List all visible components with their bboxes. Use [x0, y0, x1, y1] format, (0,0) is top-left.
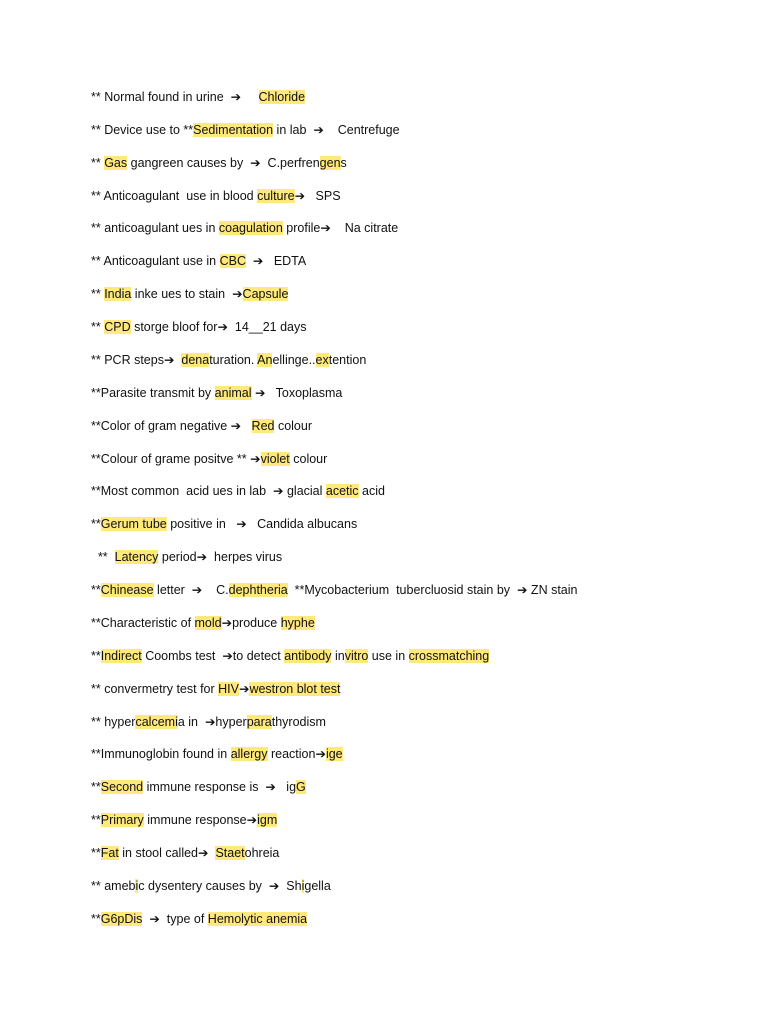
note-text: **Colour of grame positve ** ➔	[91, 451, 261, 466]
note-text: ** anticoagulant ues in	[91, 221, 219, 236]
note-text: ** PCR steps➔	[91, 352, 182, 367]
highlighted-text: acetic	[325, 484, 359, 499]
highlighted-text: i	[301, 878, 305, 893]
note-line	[91, 549, 282, 565]
highlighted-text: An	[257, 352, 273, 367]
note-text: **	[91, 550, 115, 565]
note-text: **	[91, 517, 101, 532]
highlighted-text: i	[135, 878, 139, 893]
note-text: ** Device use to **	[91, 122, 194, 137]
note-text: use in	[368, 648, 409, 663]
note-line	[91, 911, 307, 927]
highlighted-text: Second	[100, 780, 144, 795]
highlighted-text: HIV	[218, 681, 239, 696]
note-text: ➔ EDTA	[245, 254, 307, 269]
highlighted-text: para	[246, 714, 272, 729]
note-text: profile➔ Na citrate	[282, 221, 399, 236]
note-text: **	[91, 320, 105, 335]
highlighted-text: vitro	[344, 648, 369, 663]
highlighted-text: Red	[251, 418, 275, 433]
note-text: ** convermetry test for	[91, 681, 219, 696]
highlighted-text: Staet	[215, 846, 245, 860]
highlighted-text: Sedimentation	[193, 122, 274, 137]
highlighted-text: Capsule	[242, 287, 289, 302]
highlighted-text: CPD	[104, 320, 131, 335]
note-line	[91, 812, 277, 828]
note-line	[91, 746, 343, 762]
highlighted-text: allergy	[230, 747, 268, 762]
highlighted-text: Chloride	[258, 90, 306, 104]
highlighted-text: ige	[325, 747, 343, 762]
note-text: acid	[358, 484, 385, 499]
note-text: colour	[289, 451, 328, 466]
note-line	[91, 122, 400, 138]
note-text: **Characteristic of	[91, 615, 195, 630]
highlighted-text: coagulation	[218, 221, 283, 236]
highlighted-text: Fat	[100, 846, 119, 860]
note-text: s	[340, 155, 347, 170]
highlighted-text: Chinease	[100, 583, 154, 598]
note-text: in stool called➔	[118, 846, 216, 860]
note-text: tention	[328, 352, 367, 367]
note-text: ➔ SPS	[294, 188, 341, 203]
note-line	[91, 89, 305, 105]
highlighted-text: Gas	[104, 155, 128, 170]
note-text: gangreen causes by ➔ C.perfren	[127, 155, 320, 170]
note-text: in	[331, 648, 345, 663]
note-line	[91, 845, 279, 861]
note-text: ** Anticoagulant use in blood	[91, 188, 258, 203]
note-text: **	[91, 813, 101, 828]
note-text: letter ➔ C.	[153, 583, 229, 598]
note-text: inke ues to stain ➔	[131, 287, 243, 302]
note-line	[91, 582, 577, 598]
note-text: Coombs test ➔to detect	[141, 648, 285, 663]
note-text: **Immunoglobin found in	[91, 747, 231, 762]
highlighted-text: Indirect	[100, 648, 142, 663]
note-line	[91, 352, 366, 368]
note-text: ** hyper	[91, 714, 136, 729]
highlighted-text: Primary	[100, 813, 144, 828]
note-text: a in ➔hyper	[177, 714, 247, 729]
note-line	[91, 516, 357, 532]
highlighted-text: mold	[194, 615, 222, 630]
highlighted-text: India	[104, 287, 132, 302]
highlighted-text: Latency	[114, 550, 159, 565]
note-text: positive in ➔ Candida albucans	[166, 517, 358, 532]
highlighted-text: igm	[257, 813, 278, 828]
note-line	[91, 483, 385, 499]
highlighted-text: CBC	[219, 254, 246, 269]
note-text: **	[91, 648, 101, 663]
note-text: ➔ Toxoplasma	[251, 385, 343, 400]
note-line	[91, 155, 347, 171]
note-text: **Most common acid ues in lab ➔ glacial	[91, 484, 326, 499]
highlighted-text: animal	[214, 385, 252, 400]
note-line	[91, 681, 340, 697]
note-text: gella	[304, 878, 331, 893]
note-text: **	[91, 287, 105, 302]
note-text: colour	[274, 418, 313, 433]
note-text: **	[91, 911, 101, 926]
note-text: **Color of gram negative ➔	[91, 418, 252, 433]
highlighted-text: crossmatching	[408, 648, 490, 663]
note-text: storge bloof for➔ 14__21 days	[130, 320, 307, 335]
note-text: **Mycobacterium tubercluosid stain by ➔ ZN stain	[287, 583, 578, 598]
highlighted-text: G	[296, 780, 306, 795]
note-text: immune response➔	[143, 813, 258, 828]
highlighted-text: dephtheria	[228, 583, 288, 598]
note-line	[91, 188, 341, 204]
note-line	[91, 319, 306, 335]
note-line	[91, 878, 331, 894]
note-text: **	[91, 583, 101, 598]
note-line	[91, 286, 288, 302]
note-text: **Parasite transmit by	[91, 385, 215, 400]
note-text: **	[91, 155, 105, 170]
note-text: ellinge..	[272, 352, 316, 367]
highlighted-text: Hemolytic anemia	[207, 911, 308, 926]
note-line	[91, 451, 327, 467]
highlighted-text: hyphe	[280, 615, 315, 630]
note-text: ** Anticoagulant use in	[91, 254, 220, 269]
note-text: reaction➔	[267, 747, 326, 762]
note-text: ➔produce	[221, 615, 281, 630]
note-line	[91, 615, 315, 631]
note-line	[91, 648, 489, 664]
highlighted-text: G6pDis	[100, 911, 143, 926]
note-text: immune response is ➔ ig	[143, 780, 297, 795]
highlighted-text: calcemi	[135, 714, 178, 729]
highlighted-text: dena	[181, 352, 210, 367]
note-text: **	[91, 780, 101, 795]
note-text: ** ameb	[91, 878, 136, 893]
note-line	[91, 220, 398, 236]
note-line	[91, 253, 306, 269]
note-text: ➔ type of	[142, 911, 208, 926]
note-text: ohreia	[244, 846, 280, 860]
note-text: thyrodism	[271, 714, 326, 729]
note-text: period➔ herpes virus	[158, 550, 283, 565]
highlighted-text: gen	[319, 155, 341, 170]
highlighted-text: westron blot test	[249, 681, 341, 696]
note-text: c dysentery causes by ➔ Sh	[138, 878, 302, 893]
highlighted-text: culture	[257, 188, 295, 203]
highlighted-text: ex	[315, 352, 329, 367]
note-line	[91, 385, 342, 401]
note-line	[91, 779, 306, 795]
note-line	[91, 714, 326, 730]
highlighted-text: Gerum tube	[100, 517, 167, 532]
note-text: turation.	[209, 352, 258, 367]
note-text: ** Normal found in urine ➔	[91, 90, 259, 104]
note-text: in lab ➔ Centrefuge	[273, 122, 400, 137]
note-text: **	[91, 846, 101, 860]
note-line	[91, 418, 312, 434]
note-text: ➔	[238, 681, 250, 696]
highlighted-text: violet	[260, 451, 290, 466]
highlighted-text: antibody	[284, 648, 332, 663]
